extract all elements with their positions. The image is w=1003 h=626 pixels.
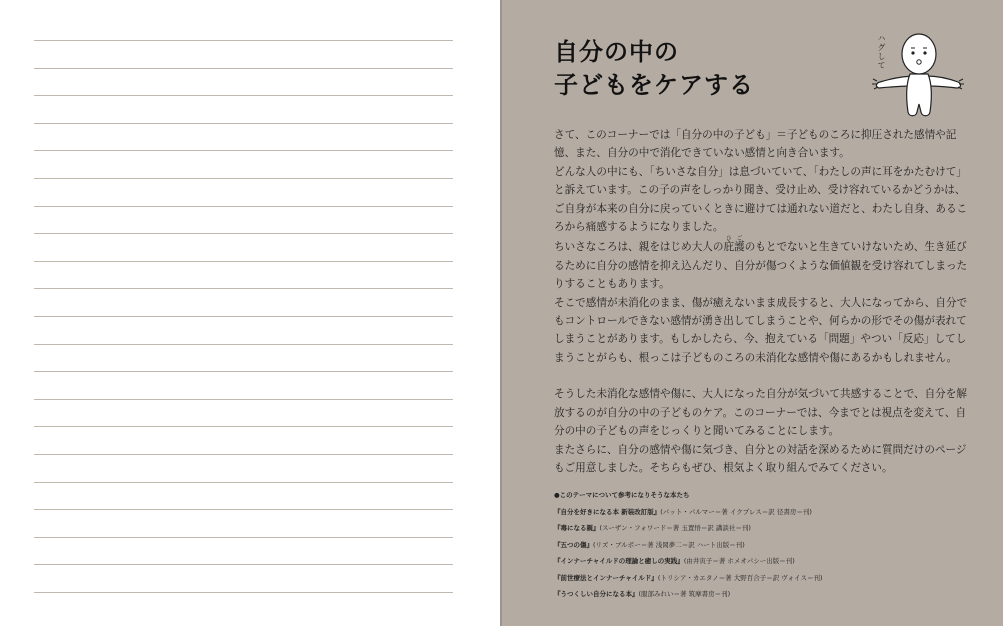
ruled-line — [34, 123, 453, 124]
page-title — [554, 36, 754, 102]
article-body — [554, 126, 974, 477]
paragraph-gap — [554, 367, 974, 385]
notes-page — [0, 0, 500, 626]
ruled-line — [34, 178, 453, 179]
ruled-line — [34, 592, 453, 593]
list-item — [554, 586, 984, 603]
paragraph: そうした未消化な感情や傷に、大人になった自分が気づいて共感することで、自分を解放するのが自分の中の子どものケア。このコーナーでは、今までとは視点を変えて、自分の中の子どもの声をじっくりと聞いてみることにします。 — [554, 388, 967, 438]
paragraph: そこで感情が未消化のまま、傷が癒えないまま成長すると、大人になってから、自分でもコントロールできない感情が湧き出してしまうことや、何らかの形でその傷が表れてしまうことがあります。もしかしたら、今、抱えている「問題」やつい「反応」してしまうことがらも、根っこは子どものころの未消化な感情や傷にあるかもしれません。 — [554, 296, 968, 364]
book-credit: (スーザン・フォワード＝著 玉置悟＝訳 講談社＝刊) — [599, 524, 751, 532]
paragraph-text: ちいさなころは、親をはじめ大人の — [554, 241, 724, 254]
books-heading: ●このテーマについて参考になりそうな本たち — [554, 491, 690, 499]
ruled-line — [34, 206, 453, 207]
title-line-1: 自分の中の — [554, 38, 679, 66]
ruled-line — [34, 95, 453, 96]
ruled-line — [34, 233, 453, 234]
ruled-line — [34, 537, 453, 538]
reference-books — [554, 487, 984, 603]
book-credit: (由井寅子＝著 ホメオパシー出版＝刊) — [683, 557, 795, 565]
ruby-reading: ひご — [723, 236, 745, 243]
ruled-line — [34, 261, 453, 262]
book-title: 『インナーチャイルドの理論と癒しの実践』 — [554, 557, 684, 565]
paragraph: またさらに、自分の感情や傷に気づき、自分との対話を深めるために質問だけのページもご用意しました。そちらもぜひ、根気よく取り組んでみてください。 — [554, 443, 967, 474]
ruled-line — [34, 150, 453, 151]
title-line-2: 子どもをケアする — [554, 71, 754, 99]
list-item — [554, 553, 984, 570]
ruled-line — [34, 288, 453, 289]
paragraph — [554, 236, 974, 293]
ruled-line — [34, 399, 453, 400]
ruled-line — [34, 344, 453, 345]
ruled-line — [34, 482, 453, 483]
ruled-line — [34, 454, 453, 455]
book-credit: (パット・パルマー＝著 イクプレス＝訳 径書房＝刊) — [660, 507, 812, 516]
list-item — [554, 520, 984, 537]
ruled-line — [34, 68, 453, 69]
book-title: 『前世療法とインナーチャイルド』 — [554, 573, 658, 582]
book-title: 『毒になる親』 — [554, 524, 600, 532]
list-item — [554, 504, 984, 521]
book-credit: (服部みれい＝著 筑摩書房＝刊) — [638, 590, 731, 598]
list-item — [554, 537, 984, 554]
ruled-line — [34, 564, 453, 565]
paragraph: どんな人の中にも、「ちいさな自分」は息づいていて、「わたしの声に耳をかたむけて」と訴えています。この子の声をしっかり聞き、受け止め、受け容れているかどうかは、ご自身が本来の自分に戻っていくときに避けては通れない道だと、わたし自身、あるころから痛感するようになりました。 — [554, 165, 968, 234]
ruby-base: 庇護 — [723, 241, 745, 254]
mascot-label: ハグして — [877, 34, 886, 70]
paragraph: さて、このコーナーでは「自分の中の子ども」＝子どものころに抑圧された感情や記憶、また、自分の中で消化できていない感情と向き合います。 — [554, 129, 957, 160]
ruled-lines — [0, 0, 500, 626]
book-title: 『自分を好きになる本 新装改訂版』 — [554, 507, 661, 516]
paragraph-text: のもとでないと生きていけないため、生き延びるために自分の感情を抑え込んだり、自分が傷つくような価値観を受け容れてしまったりすることもあります。 — [554, 241, 968, 291]
hugging-child-icon — [864, 24, 964, 124]
ruled-line — [34, 426, 453, 427]
ruby-word — [723, 236, 745, 254]
ruled-line — [34, 371, 453, 372]
book-credit: (リズ・ブルボー＝著 浅岡夢二＝訳 ハート出版＝刊) — [593, 540, 745, 549]
book-list — [554, 504, 984, 603]
book-title: 『うつくしい自分になる本』 — [554, 590, 639, 598]
ruled-line — [34, 316, 453, 317]
book-credit: (トリシア・カエタノ＝著 大野百合子＝訳 ヴォイス＝刊) — [657, 573, 823, 582]
article-page — [500, 0, 1003, 626]
list-item — [554, 570, 984, 587]
book-title: 『五つの傷』 — [554, 540, 593, 549]
ruled-line — [34, 40, 453, 41]
ruled-line — [34, 509, 453, 510]
